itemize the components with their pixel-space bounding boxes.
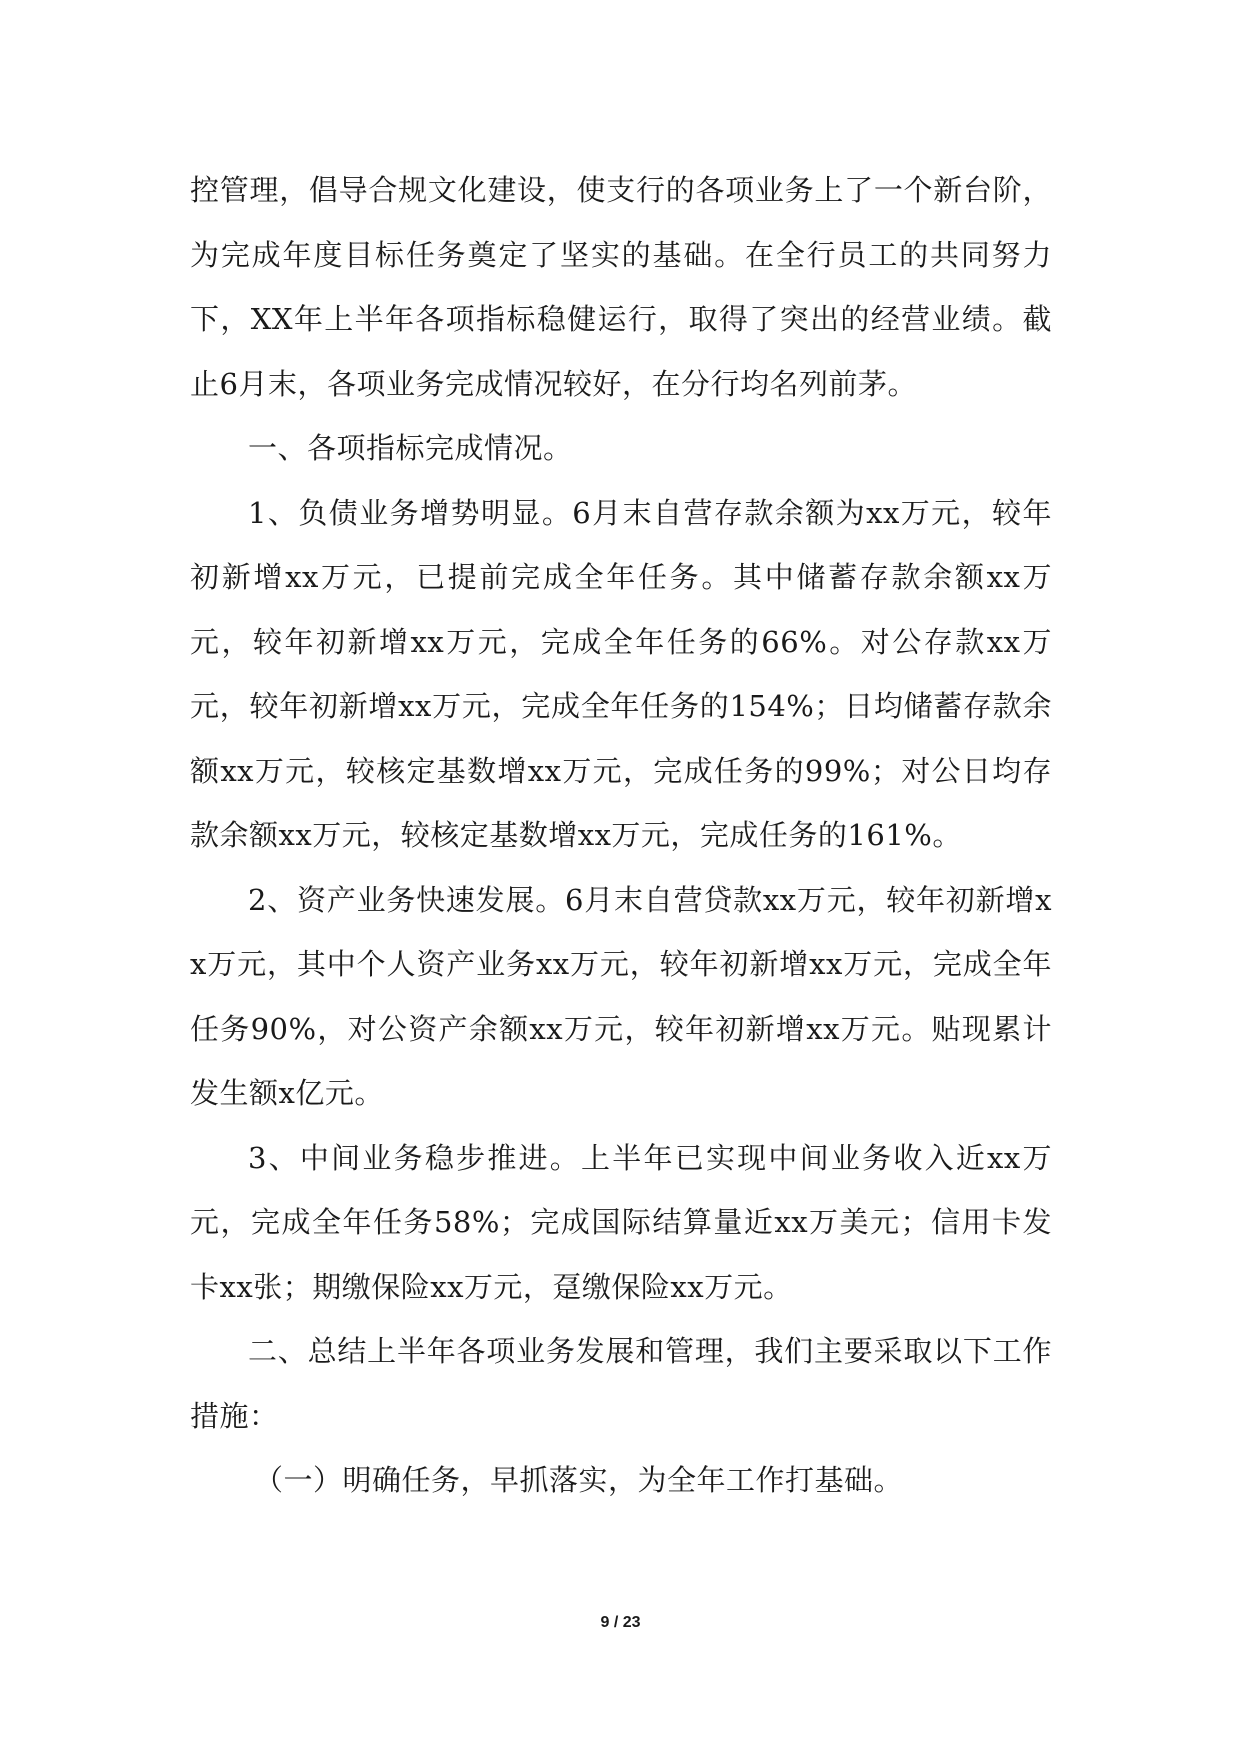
subheading-clarify-tasks: （一）明确任务，早抓落实，为全年工作打基础。 bbox=[254, 1463, 904, 1497]
page-number: 9 / 23 bbox=[600, 1614, 641, 1631]
paragraph-assets: 2、资产业务快速发展。6月末自营贷款xx万元，较年初新增xx万元，其中个人资产业务xx万元，较年初新增xx万元，完成全年任务90%，对公资产余额xx万元，较年初新增xx万元。贴现累计发生额x亿元。 bbox=[190, 882, 1052, 1110]
paragraph-intro-continued: 控管理，倡导合规文化建设，使支行的各项业务上了一个新台阶，为完成年度目标任务奠定了坚实的基础。在全行员工的共同努力下，XX年上半年各项指标稳健运行，取得了突出的经营业绩。截止6月末，各项业务完成情况较好，在分行均名列前茅。 bbox=[190, 173, 1052, 401]
document-body bbox=[190, 158, 1052, 1513]
section-heading-indicators: 一、各项指标完成情况。 bbox=[248, 431, 573, 465]
paragraph-intermediate-business: 3、中间业务稳步推进。上半年已实现中间业务收入近xx万元，完成全年任务58%；完成国际结算量近xx万美元；信用卡发卡xx张；期缴保险xx万元，趸缴保险xx万元。 bbox=[190, 1140, 1052, 1304]
paragraph-liabilities: 1、负债业务增势明显。6月末自营存款余额为xx万元，较年初新增xx万元，已提前完成全年任务。其中储蓄存款余额xx万元，较年初新增xx万元，完成全年任务的66%。对公存款xx万元，较年初新增xx万元，完成全年任务的154%；日均储蓄存款余额xx万元，较核定基数增xx万元，完成任务的99%；对公日均存款余额xx万元，较核定基数增xx万元，完成任务的161%。 bbox=[190, 495, 1052, 852]
section-heading-measures: 二、总结上半年各项业务发展和管理，我们主要采取以下工作措施： bbox=[190, 1334, 1052, 1433]
